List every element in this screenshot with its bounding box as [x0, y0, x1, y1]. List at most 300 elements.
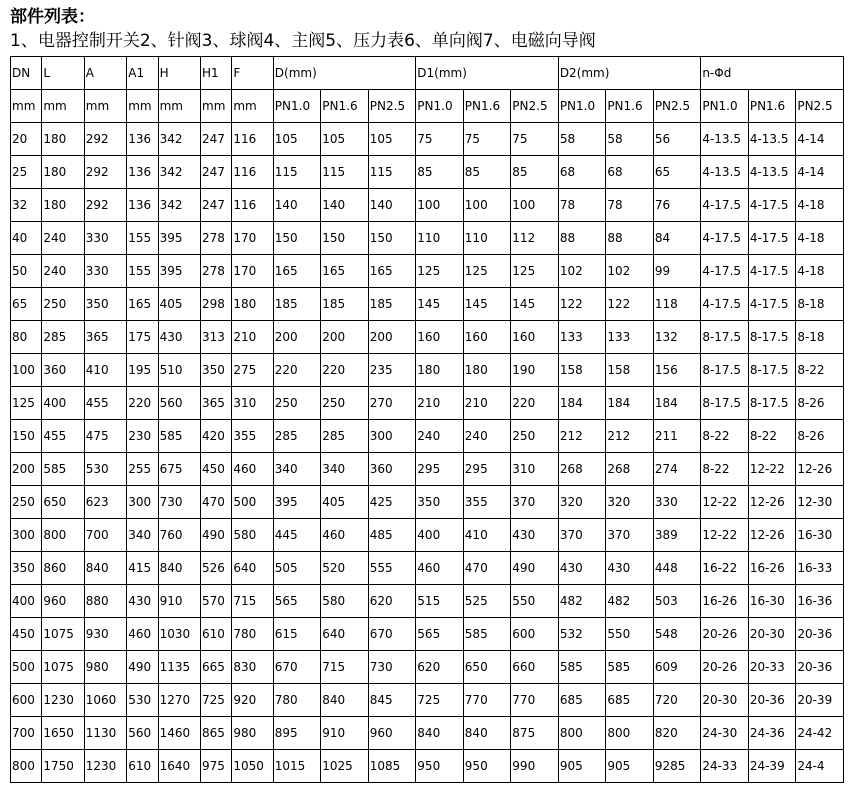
- table-cell: 8-17.5: [701, 321, 749, 354]
- table-cell: 1075: [42, 618, 84, 651]
- table-cell: 910: [158, 585, 200, 618]
- table-cell: 145: [463, 288, 511, 321]
- table-cell: 780: [232, 618, 273, 651]
- table-cell: 620: [416, 651, 464, 684]
- table-cell: 88: [558, 222, 606, 255]
- table-cell: 975: [201, 750, 232, 783]
- table-row: [11, 123, 844, 156]
- table-cell: 355: [232, 420, 273, 453]
- table-cell: 24-36: [748, 717, 796, 750]
- table-cell: 685: [606, 684, 654, 717]
- table-cell: 4-13.5: [748, 123, 796, 156]
- table-cell: 895: [273, 717, 321, 750]
- table-cell: 520: [321, 552, 369, 585]
- table-cell: 150: [368, 222, 416, 255]
- table-cell: 860: [42, 552, 84, 585]
- table-cell: 430: [158, 321, 200, 354]
- table-cell: 1015: [273, 750, 321, 783]
- table-cell: 565: [416, 618, 464, 651]
- table-cell: 4-17.5: [701, 189, 749, 222]
- table-cell: 115: [368, 156, 416, 189]
- table-cell: 470: [201, 486, 232, 519]
- table-cell: 555: [368, 552, 416, 585]
- table-cell: 670: [368, 618, 416, 651]
- table-cell: 175: [127, 321, 158, 354]
- table-cell: 330: [653, 486, 701, 519]
- column-header: A1: [127, 57, 158, 90]
- table-cell: 1230: [42, 684, 84, 717]
- table-cell: 770: [463, 684, 511, 717]
- table-cell: 400: [11, 585, 42, 618]
- table-cell: 250: [11, 486, 42, 519]
- table-cell: 340: [321, 453, 369, 486]
- table-cell: 20-26: [701, 618, 749, 651]
- table-cell: 136: [127, 189, 158, 222]
- table-cell: 8-17.5: [748, 387, 796, 420]
- table-cell: 800: [558, 717, 606, 750]
- table-cell: 24-42: [796, 717, 844, 750]
- column-header: F: [232, 57, 273, 90]
- table-cell: 235: [368, 354, 416, 387]
- table-cell: 250: [511, 420, 559, 453]
- table-cell: 400: [42, 387, 84, 420]
- table-cell: 725: [201, 684, 232, 717]
- table-cell: 500: [11, 651, 42, 684]
- table-cell: 8-17.5: [748, 354, 796, 387]
- table-cell: 84: [653, 222, 701, 255]
- table-cell: 116: [232, 123, 273, 156]
- table-cell: 240: [42, 255, 84, 288]
- table-cell: 9285: [653, 750, 701, 783]
- dimensions-table: [10, 56, 844, 783]
- table-cell: 360: [42, 354, 84, 387]
- table-cell: 370: [558, 519, 606, 552]
- table-cell: 550: [511, 585, 559, 618]
- table-cell: 405: [158, 288, 200, 321]
- table-cell: 730: [368, 651, 416, 684]
- table-cell: 1060: [84, 684, 126, 717]
- table-cell: 16-26: [748, 552, 796, 585]
- table-cell: 845: [368, 684, 416, 717]
- table-cell: 1460: [158, 717, 200, 750]
- table-cell: 85: [511, 156, 559, 189]
- table-cell: 4-18: [796, 189, 844, 222]
- table-cell: 370: [511, 486, 559, 519]
- table-cell: 4-17.5: [748, 189, 796, 222]
- table-cell: 609: [653, 651, 701, 684]
- unit-header: PN2.5: [653, 90, 701, 123]
- table-cell: 150: [273, 222, 321, 255]
- header-row: [11, 57, 844, 90]
- table-cell: 365: [84, 321, 126, 354]
- table-cell: 110: [416, 222, 464, 255]
- table-cell: 355: [463, 486, 511, 519]
- table-cell: 68: [558, 156, 606, 189]
- table-cell: 133: [606, 321, 654, 354]
- table-cell: 133: [558, 321, 606, 354]
- table-cell: 615: [273, 618, 321, 651]
- table-cell: 145: [416, 288, 464, 321]
- table-cell: 300: [11, 519, 42, 552]
- table-cell: 180: [232, 288, 273, 321]
- table-cell: 530: [84, 453, 126, 486]
- table-cell: 550: [606, 618, 654, 651]
- table-cell: 840: [158, 552, 200, 585]
- unit-header: mm: [84, 90, 126, 123]
- table-cell: 565: [273, 585, 321, 618]
- table-cell: 116: [232, 156, 273, 189]
- table-cell: 20-39: [796, 684, 844, 717]
- table-row: [11, 156, 844, 189]
- column-header: A: [84, 57, 126, 90]
- table-row: [11, 651, 844, 684]
- table-cell: 460: [232, 453, 273, 486]
- table-cell: 342: [158, 189, 200, 222]
- table-cell: 115: [273, 156, 321, 189]
- table-cell: 4-13.5: [701, 123, 749, 156]
- table-cell: 220: [321, 354, 369, 387]
- table-cell: 389: [653, 519, 701, 552]
- table-cell: 455: [42, 420, 84, 453]
- table-cell: 105: [321, 123, 369, 156]
- table-cell: 75: [416, 123, 464, 156]
- table-cell: 580: [321, 585, 369, 618]
- table-cell: 840: [416, 717, 464, 750]
- table-cell: 640: [232, 552, 273, 585]
- table-cell: 110: [463, 222, 511, 255]
- table-cell: 610: [201, 618, 232, 651]
- table-cell: 180: [42, 156, 84, 189]
- table-cell: 75: [463, 123, 511, 156]
- table-row: [11, 717, 844, 750]
- table-cell: 300: [368, 420, 416, 453]
- unit-header: PN2.5: [368, 90, 416, 123]
- table-cell: 455: [84, 387, 126, 420]
- table-cell: 4-14: [796, 123, 844, 156]
- table-cell: 342: [158, 156, 200, 189]
- table-cell: 20-30: [748, 618, 796, 651]
- table-cell: 278: [201, 255, 232, 288]
- table-cell: 180: [42, 189, 84, 222]
- table-cell: 125: [463, 255, 511, 288]
- table-cell: 1130: [84, 717, 126, 750]
- table-cell: 950: [416, 750, 464, 783]
- table-cell: 250: [42, 288, 84, 321]
- column-header: D1(mm): [416, 57, 559, 90]
- table-cell: 165: [368, 255, 416, 288]
- table-cell: 210: [232, 321, 273, 354]
- table-cell: 58: [558, 123, 606, 156]
- column-header: H1: [201, 57, 232, 90]
- table-cell: 880: [84, 585, 126, 618]
- table-cell: 1270: [158, 684, 200, 717]
- table-cell: 20-36: [748, 684, 796, 717]
- table-cell: 470: [463, 552, 511, 585]
- table-cell: 125: [416, 255, 464, 288]
- table-cell: 410: [463, 519, 511, 552]
- table-cell: 665: [201, 651, 232, 684]
- table-cell: 482: [606, 585, 654, 618]
- table-cell: 340: [127, 519, 158, 552]
- table-cell: 292: [84, 156, 126, 189]
- table-cell: 445: [273, 519, 321, 552]
- table-cell: 675: [158, 453, 200, 486]
- table-cell: 623: [84, 486, 126, 519]
- table-cell: 116: [232, 189, 273, 222]
- table-cell: 1640: [158, 750, 200, 783]
- table-body: [11, 57, 844, 783]
- table-cell: 410: [84, 354, 126, 387]
- table-cell: 20-36: [796, 618, 844, 651]
- table-cell: 8-22: [701, 420, 749, 453]
- column-header: DN: [11, 57, 42, 90]
- table-cell: 1650: [42, 717, 84, 750]
- table-cell: 68: [606, 156, 654, 189]
- table-cell: 8-26: [796, 387, 844, 420]
- table-cell: 24-30: [701, 717, 749, 750]
- table-cell: 8-22: [701, 453, 749, 486]
- table-cell: 415: [127, 552, 158, 585]
- table-cell: 132: [653, 321, 701, 354]
- table-cell: 158: [606, 354, 654, 387]
- table-cell: 430: [127, 585, 158, 618]
- table-row: [11, 189, 844, 222]
- table-cell: 50: [11, 255, 42, 288]
- table-cell: 310: [511, 453, 559, 486]
- table-cell: 490: [127, 651, 158, 684]
- table-cell: 875: [511, 717, 559, 750]
- table-cell: 12-26: [748, 519, 796, 552]
- table-cell: 800: [11, 750, 42, 783]
- table-cell: 275: [232, 354, 273, 387]
- table-cell: 250: [321, 387, 369, 420]
- table-cell: 370: [606, 519, 654, 552]
- table-cell: 650: [463, 651, 511, 684]
- table-cell: 700: [11, 717, 42, 750]
- table-cell: 155: [127, 255, 158, 288]
- column-header: D2(mm): [558, 57, 701, 90]
- table-cell: 800: [42, 519, 84, 552]
- table-cell: 548: [653, 618, 701, 651]
- table-cell: 16-33: [796, 552, 844, 585]
- table-cell: 340: [273, 453, 321, 486]
- table-cell: 65: [11, 288, 42, 321]
- unit-header: PN1.6: [748, 90, 796, 123]
- table-cell: 425: [368, 486, 416, 519]
- table-cell: 12-30: [796, 486, 844, 519]
- table-row: [11, 684, 844, 717]
- table-cell: 180: [42, 123, 84, 156]
- table-cell: 685: [558, 684, 606, 717]
- table-cell: 660: [511, 651, 559, 684]
- table-cell: 100: [11, 354, 42, 387]
- table-cell: 840: [84, 552, 126, 585]
- table-cell: 4-17.5: [748, 255, 796, 288]
- table-cell: 112: [511, 222, 559, 255]
- table-cell: 650: [42, 486, 84, 519]
- table-cell: 450: [11, 618, 42, 651]
- table-cell: 80: [11, 321, 42, 354]
- table-cell: 1050: [232, 750, 273, 783]
- table-cell: 610: [127, 750, 158, 783]
- table-cell: 140: [273, 189, 321, 222]
- table-cell: 100: [416, 189, 464, 222]
- table-cell: 240: [463, 420, 511, 453]
- table-cell: 292: [84, 189, 126, 222]
- table-cell: 570: [201, 585, 232, 618]
- table-cell: 150: [11, 420, 42, 453]
- table-cell: 56: [653, 123, 701, 156]
- unit-header: mm: [42, 90, 84, 123]
- table-row: [11, 255, 844, 288]
- table-cell: 65: [653, 156, 701, 189]
- table-cell: 295: [463, 453, 511, 486]
- table-cell: 503: [653, 585, 701, 618]
- table-cell: 40: [11, 222, 42, 255]
- table-cell: 24-4: [796, 750, 844, 783]
- table-cell: 365: [201, 387, 232, 420]
- table-cell: 350: [84, 288, 126, 321]
- table-cell: 200: [11, 453, 42, 486]
- table-cell: 865: [201, 717, 232, 750]
- table-cell: 725: [416, 684, 464, 717]
- table-cell: 585: [606, 651, 654, 684]
- table-cell: 268: [558, 453, 606, 486]
- table-cell: 285: [273, 420, 321, 453]
- table-cell: 105: [273, 123, 321, 156]
- table-row: [11, 321, 844, 354]
- table-row: [11, 387, 844, 420]
- table-cell: 250: [273, 387, 321, 420]
- table-cell: 156: [653, 354, 701, 387]
- table-cell: 475: [84, 420, 126, 453]
- subheader-row: [11, 90, 844, 123]
- table-cell: 160: [416, 321, 464, 354]
- table-cell: 580: [232, 519, 273, 552]
- table-cell: 910: [321, 717, 369, 750]
- table-cell: 185: [321, 288, 369, 321]
- table-cell: 990: [511, 750, 559, 783]
- table-cell: 4-17.5: [748, 288, 796, 321]
- table-cell: 16-36: [796, 585, 844, 618]
- table-cell: 115: [321, 156, 369, 189]
- table-cell: 460: [127, 618, 158, 651]
- table-cell: 20-36: [796, 651, 844, 684]
- table-cell: 240: [416, 420, 464, 453]
- table-cell: 1085: [368, 750, 416, 783]
- table-row: [11, 453, 844, 486]
- table-cell: 160: [463, 321, 511, 354]
- table-cell: 184: [653, 387, 701, 420]
- table-cell: 32: [11, 189, 42, 222]
- table-cell: 140: [368, 189, 416, 222]
- table-cell: 102: [558, 255, 606, 288]
- unit-header: PN1.6: [321, 90, 369, 123]
- table-cell: 165: [321, 255, 369, 288]
- table-cell: 184: [606, 387, 654, 420]
- table-cell: 12-22: [748, 453, 796, 486]
- table-cell: 200: [368, 321, 416, 354]
- table-cell: 960: [368, 717, 416, 750]
- table-row: [11, 354, 844, 387]
- unit-header: PN1.0: [273, 90, 321, 123]
- table-cell: 285: [321, 420, 369, 453]
- table-cell: 180: [463, 354, 511, 387]
- table-cell: 99: [653, 255, 701, 288]
- table-cell: 1230: [84, 750, 126, 783]
- table-cell: 532: [558, 618, 606, 651]
- table-cell: 190: [511, 354, 559, 387]
- table-cell: 8-17.5: [701, 354, 749, 387]
- table-cell: 4-17.5: [701, 222, 749, 255]
- table-cell: 720: [653, 684, 701, 717]
- table-cell: 8-17.5: [748, 321, 796, 354]
- table-cell: 1075: [42, 651, 84, 684]
- table-cell: 840: [463, 717, 511, 750]
- table-cell: 350: [11, 552, 42, 585]
- table-cell: 185: [368, 288, 416, 321]
- table-cell: 184: [558, 387, 606, 420]
- table-cell: 430: [558, 552, 606, 585]
- table-cell: 220: [273, 354, 321, 387]
- table-cell: 20-33: [748, 651, 796, 684]
- table-cell: 585: [42, 453, 84, 486]
- column-header: D(mm): [273, 57, 416, 90]
- table-cell: 12-26: [748, 486, 796, 519]
- table-cell: 88: [606, 222, 654, 255]
- table-cell: 268: [606, 453, 654, 486]
- table-cell: 395: [158, 255, 200, 288]
- table-cell: 240: [42, 222, 84, 255]
- table-row: [11, 618, 844, 651]
- table-cell: 285: [42, 321, 84, 354]
- table-cell: 247: [201, 189, 232, 222]
- table-cell: 150: [321, 222, 369, 255]
- table-cell: 8-22: [748, 420, 796, 453]
- table-cell: 180: [416, 354, 464, 387]
- table-cell: 85: [416, 156, 464, 189]
- page-title: 部件列表：: [10, 7, 95, 27]
- table-cell: 185: [273, 288, 321, 321]
- table-cell: 510: [158, 354, 200, 387]
- table-cell: 620: [368, 585, 416, 618]
- table-cell: 670: [273, 651, 321, 684]
- table-cell: 170: [232, 222, 273, 255]
- unit-header: mm: [127, 90, 158, 123]
- table-cell: 500: [232, 486, 273, 519]
- table-row: [11, 585, 844, 618]
- table-cell: 100: [463, 189, 511, 222]
- table-cell: 8-26: [796, 420, 844, 453]
- table-cell: 8-22: [796, 354, 844, 387]
- table-cell: 980: [84, 651, 126, 684]
- table-cell: 20-26: [701, 651, 749, 684]
- table-cell: 360: [368, 453, 416, 486]
- table-cell: 1025: [321, 750, 369, 783]
- table-cell: 4-18: [796, 222, 844, 255]
- table-cell: 16-30: [748, 585, 796, 618]
- unit-header: PN1.6: [606, 90, 654, 123]
- table-cell: 800: [606, 717, 654, 750]
- unit-header: PN2.5: [796, 90, 844, 123]
- table-cell: 16-30: [796, 519, 844, 552]
- table-cell: 220: [127, 387, 158, 420]
- table-cell: 211: [653, 420, 701, 453]
- table-cell: 310: [232, 387, 273, 420]
- table-cell: 395: [273, 486, 321, 519]
- table-cell: 526: [201, 552, 232, 585]
- table-cell: 25: [11, 156, 42, 189]
